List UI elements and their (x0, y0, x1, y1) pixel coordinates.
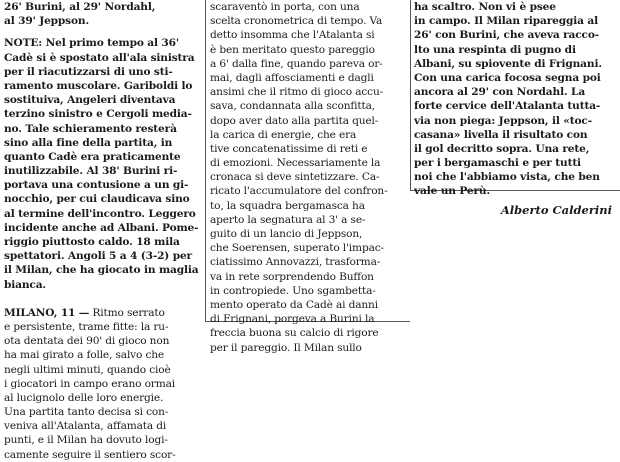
text-line: ota dentata dei 90' di gioco non (4, 335, 170, 348)
text-line: che Soerensen, superato l'impac- (210, 242, 384, 255)
text-line: quanto Cadè era praticamente (4, 150, 181, 163)
text-line: punti, e il Milan ha dovuto logi- (4, 434, 168, 447)
result-lines (4, 0, 201, 28)
text-line: per i bergamaschi e per tutti (414, 157, 581, 170)
text-line: lto una respinta di pugno di (414, 43, 576, 56)
text-line: detto insomma che l'Atalanta si (210, 29, 375, 42)
note-paragraph (4, 36, 201, 291)
text-line: terzino sinistro e Cergoli media- (4, 108, 192, 121)
text-line: cronaca si deve sintetizzare. Ca- (210, 171, 380, 184)
text-line: aperto la segnatura al 3' a se- (210, 213, 366, 226)
text-line: il gol decritto sopra. Una rete, (414, 142, 590, 155)
text-line: Albani, su spiovente di Frignani. (414, 57, 602, 70)
text-line: 26' Burini, al 29' Nordahl, (4, 1, 156, 13)
text-line: scelta cronometrica di tempo. Va (210, 15, 383, 28)
text-line: ciatissimo Annovazzi, trasforma- (210, 256, 381, 269)
text-line: ramento muscolare. Gariboldi lo (4, 79, 193, 92)
text-line: i giocatori in campo erano ormai (4, 377, 176, 390)
article-body-3 (414, 0, 616, 199)
text-line: dopo aver dato alla partita quel- (210, 114, 379, 127)
lead-first: Ritmo serrato (89, 306, 165, 319)
author-signature: Alberto Calderini (500, 202, 612, 217)
text-line: a 6' dalla fine, quando pareva or- (210, 57, 383, 70)
text-line: negli ultimi minuti, quando cioè (4, 363, 171, 376)
column-3 (414, 0, 616, 218)
dateline: MILANO, 11 — (4, 306, 90, 319)
text-line: ansimi che il ritmo di gioco accu- (210, 86, 384, 99)
text-line: ricato l'accumulatore del confron- (210, 185, 388, 198)
text-line: 26' con Burini, che aveva racco- (414, 29, 600, 42)
text-line: no. Tale schieramento resterà (4, 122, 177, 135)
article-body-2 (210, 0, 410, 355)
text-line: e persistente, trame fitte: la ru- (4, 320, 169, 333)
text-line: per il riacutizzarsi di uno sti- (4, 65, 173, 78)
text-line: camente seguire il sentiero scor- (4, 448, 176, 461)
text-line: inutilizzabile. Al 38' Burini ri- (4, 165, 178, 178)
text-line: scaraventò in porta, con una (210, 1, 360, 13)
text-line: al 39' Jeppson. (4, 15, 89, 28)
article-body (4, 320, 201, 462)
text-line: al termine dell'incontro. Leggero (4, 207, 196, 220)
text-line: sostituiva, Angeleri diventava (4, 94, 176, 107)
text-line: NOTE: Nel primo tempo al 36' (4, 37, 179, 50)
dateline-line (4, 306, 201, 320)
text-line: la carica di energie, che era (210, 128, 357, 141)
text-line: al lucignolo delle loro energie. (4, 391, 164, 404)
text-line: sino alla fine della partita, in (4, 136, 173, 149)
text-line: di emozioni. Necessariamente la (210, 157, 381, 170)
text-line: portava una contusione a un gi- (4, 179, 189, 192)
text-line: nocchio, per cui claudicava sino (4, 193, 190, 206)
text-line: tive concatenatissime di reti e (210, 142, 368, 155)
text-line: guito di un lancio di Jeppson, (210, 228, 363, 240)
text-line: freccia buona su calcio di rigore (210, 327, 379, 340)
column-rule-1 (205, 0, 206, 322)
text-line: Con una carica focosa segna poi (414, 71, 601, 84)
text-line: ha mai girato a folle, salvo che (4, 349, 165, 362)
text-line: forte cervice dell'Atalanta tutta- (414, 100, 601, 113)
text-line: incidente anche ad Albani. Pome- (4, 221, 199, 234)
text-line: Cadè si è spostato all'ala sinistra (4, 51, 195, 64)
text-line: ancora al 29' con Nordahl. La (414, 86, 586, 99)
text-line: in contropiede. Uno sgambetta- (210, 284, 376, 297)
column-rule-2 (410, 0, 411, 190)
text-line: il Milan, che ha giocato in maglia (4, 264, 199, 277)
text-line: via non piega: Jeppson, il «toc- (414, 114, 592, 127)
text-line: vale un Perù. (414, 185, 491, 198)
text-line: va in rete sorprendendo Buffon (210, 270, 374, 283)
text-line: veniva all'Atalanta, affamata di (4, 420, 167, 433)
text-line: casana» livella il risultato con (414, 128, 588, 141)
text-line: mai, dagli affosciamenti e dagli (210, 71, 374, 84)
text-line: per il pareggio. Il Milan sullo (210, 341, 362, 354)
text-line: riggio piuttosto caldo. 18 mila (4, 236, 180, 248)
text-line: sava, condannata alla sconfitta, (210, 100, 375, 113)
text-line: to, la squadra bergamasca ha (210, 199, 365, 212)
text-line: noi che l'abbiamo vista, che ben (414, 171, 600, 184)
text-line: ha scaltro. Non vi è psee (414, 1, 556, 13)
column-1 (4, 0, 201, 462)
text-line: bianca. (4, 278, 46, 291)
text-line: mento operato da Cadè ai danni (210, 298, 378, 311)
text-line: di Frignani, porgeva a Burini la (210, 313, 375, 326)
column-2 (210, 0, 410, 355)
text-line: spettatori. Angoli 5 a 4 (3-2) per (4, 250, 192, 263)
text-line: in campo. Il Milan ripareggia al (414, 15, 598, 28)
text-line: è ben meritato questo pareggio (210, 43, 375, 56)
text-line: Una partita tanto decisa si con- (4, 406, 169, 419)
